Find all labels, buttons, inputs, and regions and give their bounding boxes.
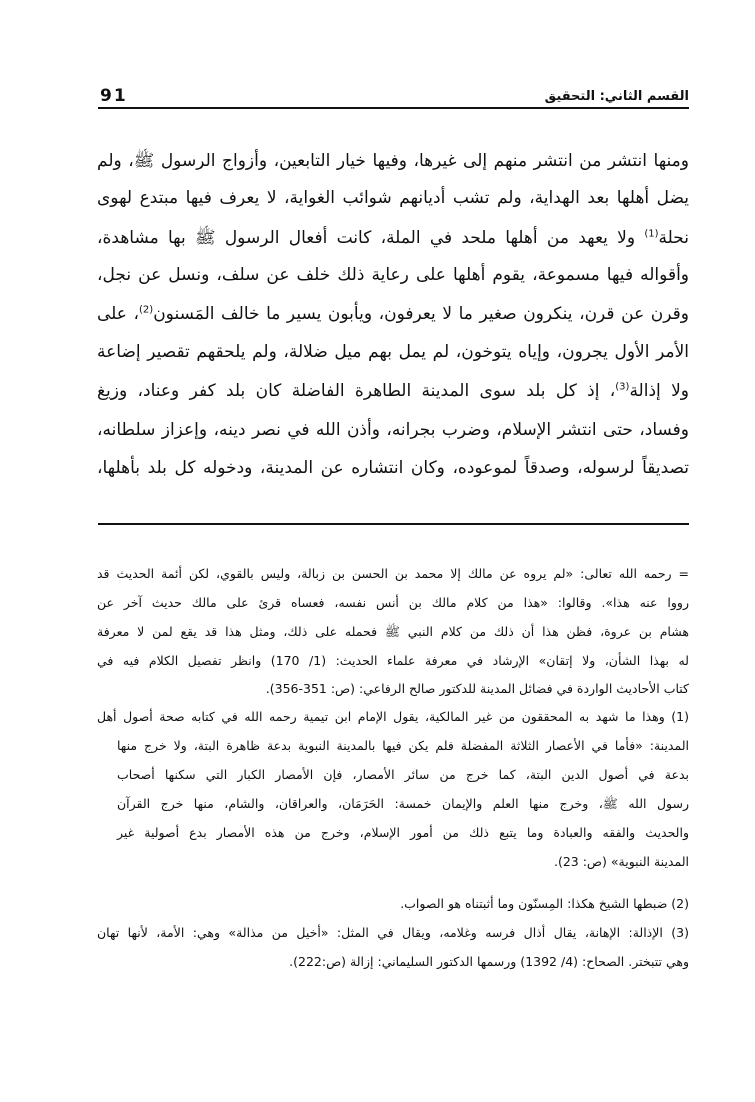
- footnote-line: = رحمه الله تعالى: «لم يروه عن مالك إلا محمد بن الحسن بن زبالة، وليس بالقوي، لكن أئمة الحديث قد: [97, 566, 689, 581]
- body-line: وأقواله فيها مسموعة، يقوم أهلها على رعاية ذلك خلف عن سلف، ونسل عن نجل،: [97, 265, 689, 285]
- body-line: [97, 227, 689, 252]
- body-text: وقرن عن قرن، ينكرون صغير ما لا يعرفون، ويأبون يسير ما خالف المَسنون: [153, 304, 689, 324]
- footnote-line: كتاب الأحاديث الواردة في فضائل المدينة للدكتور صالح الرفاعي: (ص: 351-356).: [265, 681, 689, 696]
- body-line: وفساد، حتى انتشر الإسلام، وضرب بجرانه، وأذن الله في نصر دينه، وإعزاز سلطانه،: [97, 420, 689, 440]
- body-line: يضل أهلها بعد الهداية، ولم تشب أديانهم شوائب الغواية، لا يعرف فيها مبتدع لهوى: [97, 188, 689, 208]
- footnote-3: (3) الإذالة: الإهانة، يقال أذال فرسه وغلامه، ويقال في المثل: «أخيل من مذالة» وهي: الأمة، لأنها تهان: [97, 925, 689, 940]
- body-line: ومنها انتشر من انتشر منهم إلى غيرها، وفيها خيار التابعين، وأزواج الرسول ﷺ، ولم: [97, 151, 689, 171]
- footnote-2: (2) ضبطها الشيخ هكذا: المِسنّون وما أثبتناه هو الصواب.: [400, 896, 689, 911]
- page-number: 91: [100, 86, 128, 106]
- footnote-line: المدينة النبوية» (ص: 23).: [553, 854, 689, 869]
- footnote-separator: [98, 523, 689, 525]
- footnote-ref-2[interactable]: (2): [139, 304, 154, 316]
- header-rule: [98, 107, 689, 109]
- footnote-ref-3[interactable]: (3): [615, 381, 630, 393]
- footnote-line: هشام بن عروة، فظن هذا أن ذلك من كلام النبي ﷺ فحمله على ذلك، ومثل هذا قد يقع لمن لا معرفة: [97, 624, 689, 639]
- footnote-line: رسول الله ﷺ، وخرج منها العلم والإيمان خمسة: الحَرَمَان، والعراقان، والشام، منها خرج القرآن: [117, 796, 689, 811]
- body-line: الأمر الأول يجرون، وإياه يتوخون، لم يمل بهم ميل ضلالة، ولم يلحقهم تقصير إضاعة: [97, 342, 689, 362]
- body-line: تصديقاً لرسوله، وصدقاً لموعوده، وكان انتشاره عن المدينة، ودخوله كل بلد بأهلها،: [97, 458, 689, 478]
- body-text: ، على: [97, 304, 139, 324]
- body-text: نحلة: [658, 228, 689, 248]
- body-line: [97, 304, 689, 324]
- body-text: ولا يعهد من أهلها ملحد في الملة، كانت أفعال الرسول ﷺ بها مشاهدة،: [97, 228, 645, 248]
- body-text: ولا إذالة: [629, 381, 689, 401]
- footnote-line: المدينة: «فأما في الأعصار الثلاثة المفضلة فلم يكن فيها بالمدينة النبوية بدعة ظاهرة البتة، ولا خرج منها: [117, 738, 689, 753]
- body-line: [97, 381, 689, 401]
- footnote-line: رووا عنه هذا». وقالوا: «هذا من كلام مالك بن أنس نفسه، فعساه قرئ على مالك حديث آخر عن: [97, 595, 689, 610]
- body-text: ، إذ كل بلد سوى المدينة الطاهرة الفاضلة كان بلد كفر وعناد، وزيغ: [97, 381, 616, 401]
- footnote-line: له بهذا الشأن، ولا إتقان» الإرشاد في معرفة علماء الحديث: (1/ 170) وانظر تفصيل الكلام فيه في: [97, 653, 689, 668]
- footnote-line: وهي تتبختر. الصحاح: (4/ 1392) ورسمها الدكتور السليماني: إزالة (ص:222).: [289, 954, 689, 969]
- footnote-line: والحديث والفقه والعبادة وما يتبع ذلك من أمور الإسلام، وخرج من هذه الأمصار بدع أصولية غير: [117, 825, 689, 840]
- footnote-1: (1) وهذا ما شهد به المحققون من غير المالكية، يقول الإمام ابن تيمية رحمه الله في كتابه صحة أصول أهل: [97, 709, 689, 724]
- footnote-ref-1[interactable]: (1): [644, 228, 659, 240]
- footnote-line: بدعة في أصول الدين البتة، كما خرج من سائر الأمصار، فإن الأمصار الكبار التي سكنها أصحاب: [117, 767, 689, 782]
- running-head: القسم الثاني: التحقيق: [544, 89, 689, 104]
